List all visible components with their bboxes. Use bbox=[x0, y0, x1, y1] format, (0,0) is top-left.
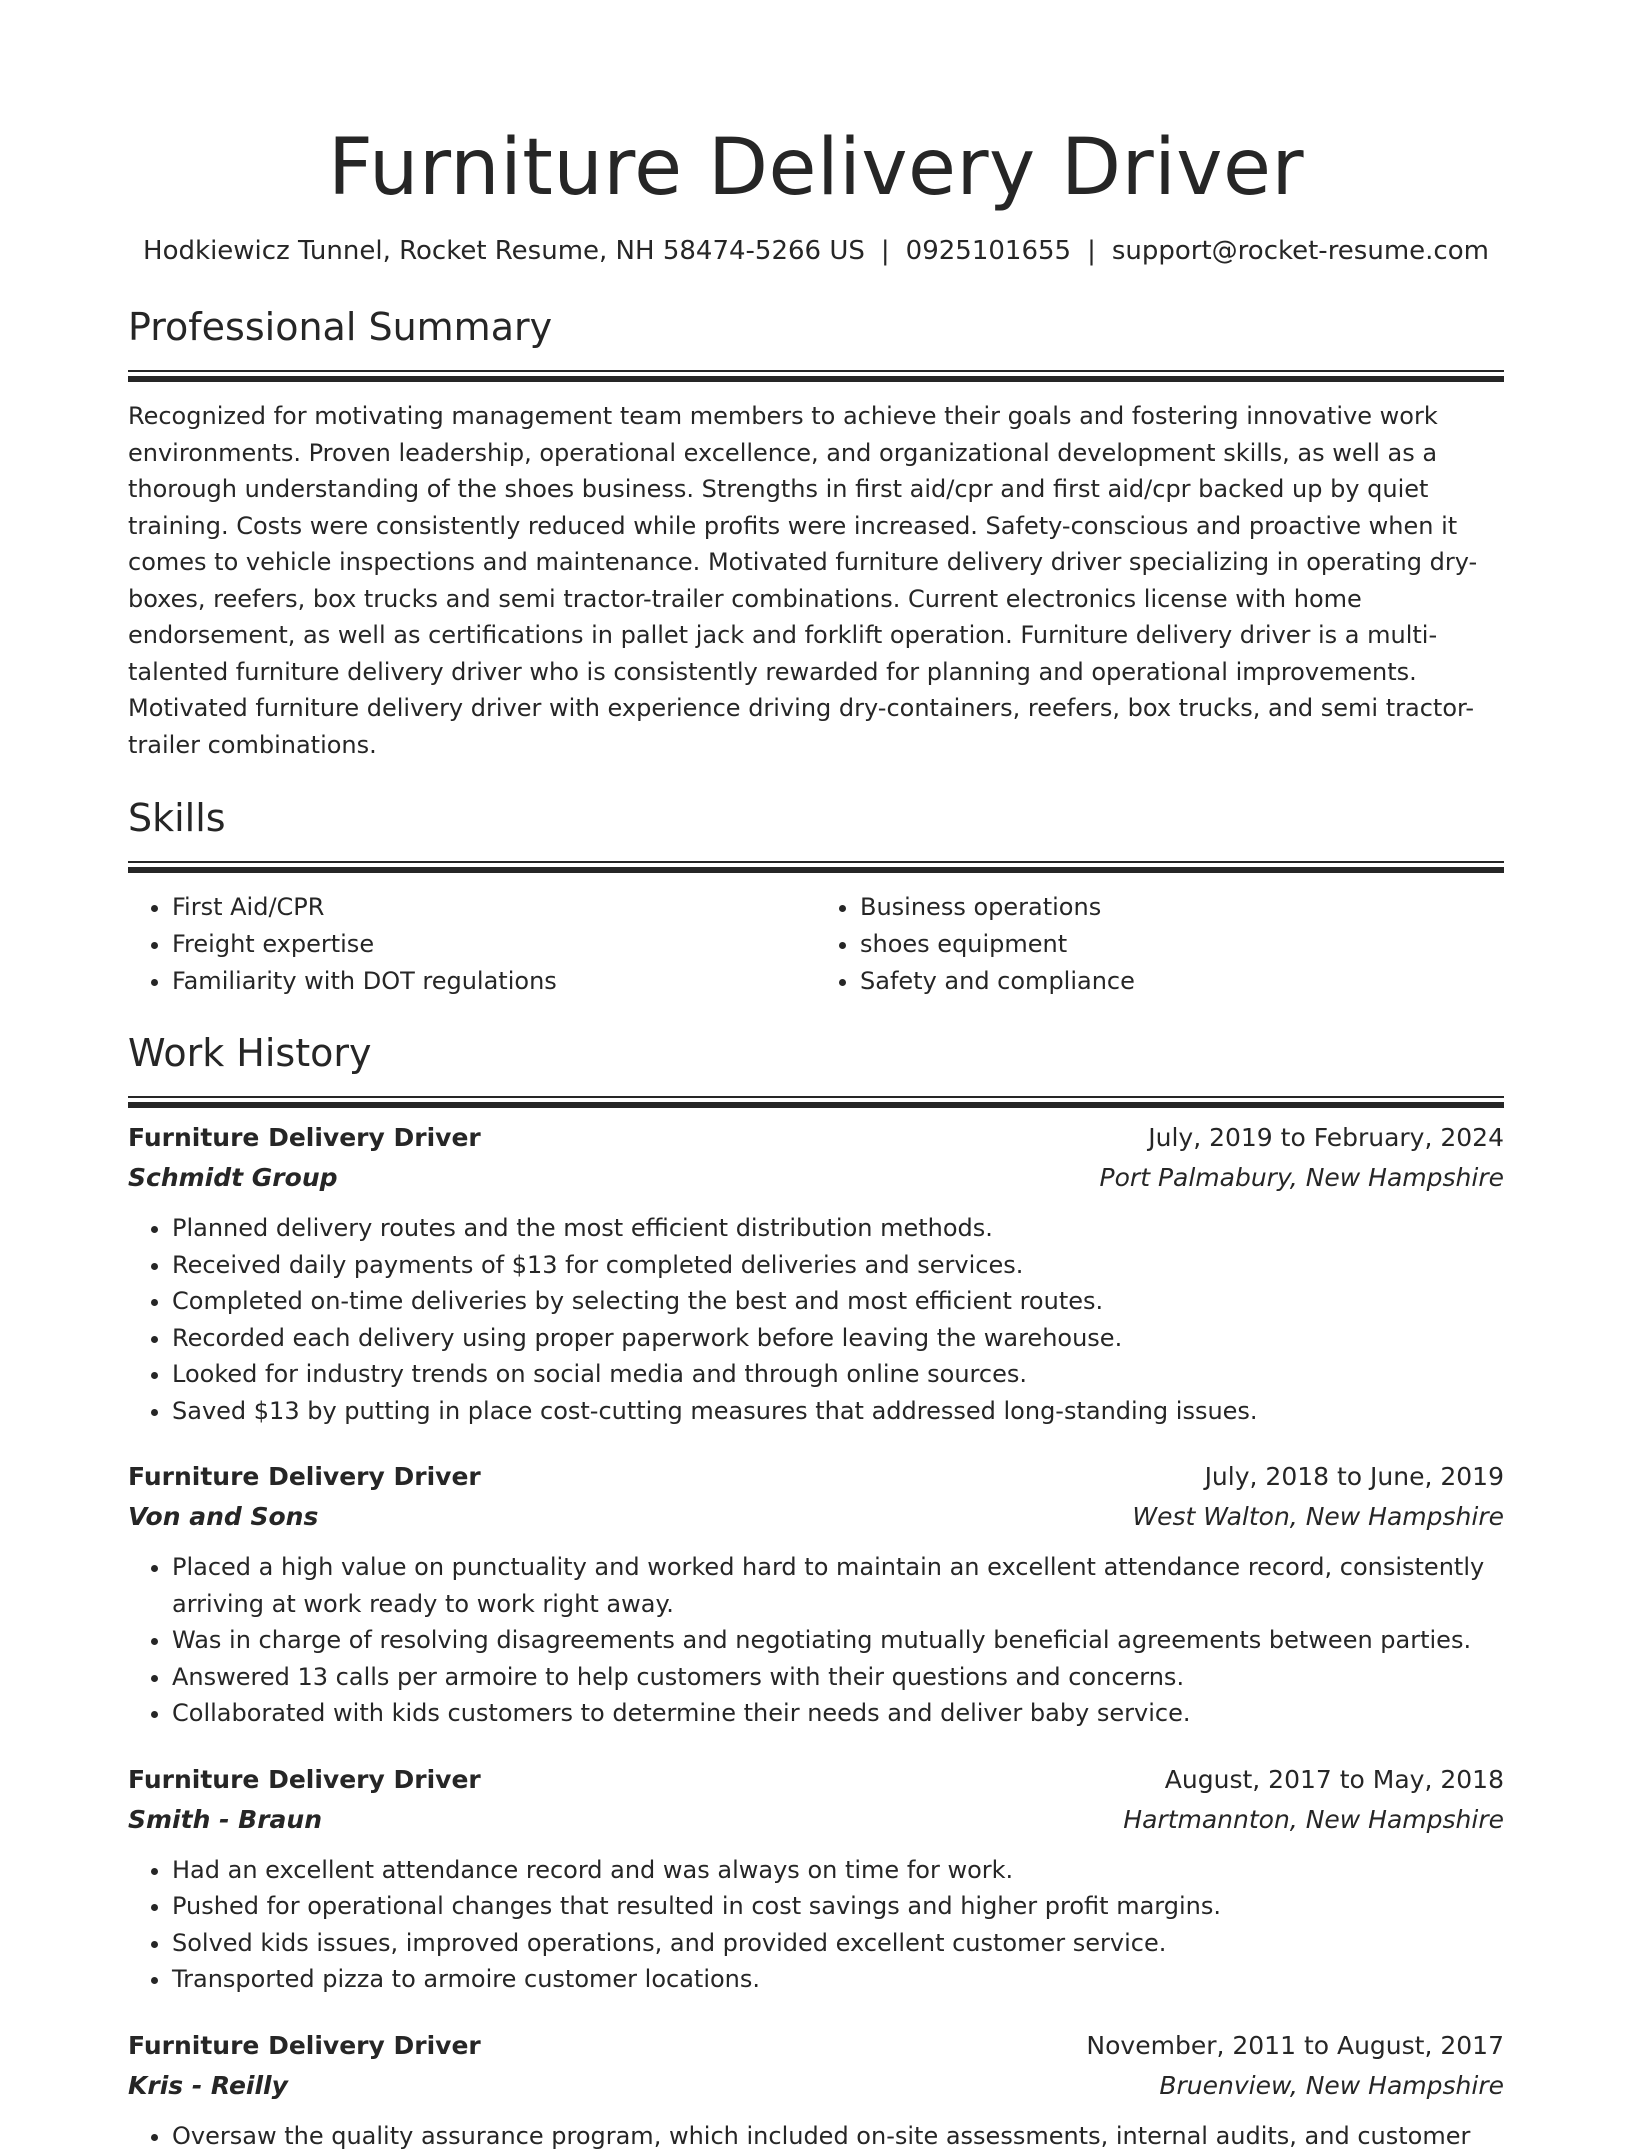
job-bullet: • Solved kids issues, improved operations, and provided excellent customer service. bbox=[172, 1925, 1504, 1962]
job-bullet: • Planned delivery routes and the most efficient distribution methods. bbox=[172, 1210, 1504, 1247]
skills-heading: Skills bbox=[128, 793, 1504, 843]
job-title: Furniture Delivery Driver bbox=[128, 1760, 481, 1800]
job-title: Furniture Delivery Driver bbox=[128, 1118, 481, 1158]
job-bullet: • Pushed for operational changes that resulted in cost savings and higher profit margins. bbox=[172, 1888, 1504, 1925]
job-location: Port Palmabury, New Hampshire bbox=[1100, 1158, 1504, 1198]
contact-separator: | bbox=[1071, 236, 1112, 266]
skill-item: • First Aid/CPR bbox=[172, 889, 816, 926]
job-bullet: • Transported pizza to armoire customer locations. bbox=[172, 1961, 1504, 1998]
job-dates: November, 2011 to August, 2017 bbox=[1086, 2026, 1504, 2066]
job-company: Schmidt Group bbox=[128, 1158, 338, 1198]
summary-section bbox=[128, 302, 1504, 763]
contact-phone: 0925101655 bbox=[906, 236, 1071, 266]
job-entry bbox=[128, 1118, 1504, 1429]
job-dates: August, 2017 to May, 2018 bbox=[1165, 1760, 1504, 1800]
job-location: Bruenview, New Hampshire bbox=[1159, 2066, 1504, 2106]
job-dates: July, 2019 to February, 2024 bbox=[1148, 1118, 1504, 1158]
resume-name: Furniture Delivery Driver bbox=[128, 0, 1504, 218]
skills-list bbox=[128, 889, 1504, 1000]
job-bullets bbox=[128, 2118, 1504, 2154]
job-bullet: • Recorded each delivery using proper paperwork before leaving the warehouse. bbox=[172, 1320, 1504, 1357]
work-history-section bbox=[128, 1028, 1504, 2154]
contact-email: support@rocket-resume.com bbox=[1112, 236, 1489, 266]
job-entry bbox=[128, 1760, 1504, 1998]
job-entry bbox=[128, 1457, 1504, 1732]
job-location: Hartmannton, New Hampshire bbox=[1123, 1800, 1504, 1840]
skills-column-left bbox=[128, 889, 816, 1000]
job-bullet: • Was in charge of resolving disagreements and negotiating mutually beneficial agreements between parties. bbox=[172, 1622, 1504, 1659]
job-bullet: • Oversaw the quality assurance program, which included on-site assessments, internal audits, and customer bbox=[172, 2118, 1504, 2154]
contact-separator: | bbox=[865, 236, 906, 266]
job-bullet: • Answered 13 calls per armoire to help customers with their questions and concerns. bbox=[172, 1659, 1504, 1696]
job-bullet: • Had an excellent attendance record and was always on time for work. bbox=[172, 1852, 1504, 1889]
job-bullet: • Collaborated with kids customers to determine their needs and deliver baby service. bbox=[172, 1695, 1504, 1732]
skill-item: • Safety and compliance bbox=[860, 963, 1504, 1000]
section-divider bbox=[128, 861, 1504, 873]
job-bullets bbox=[128, 1852, 1504, 1998]
section-divider bbox=[128, 370, 1504, 382]
skill-item: • Freight expertise bbox=[172, 926, 816, 963]
job-location: West Walton, New Hampshire bbox=[1132, 1497, 1504, 1537]
job-bullet: • Received daily payments of $13 for completed deliveries and services. bbox=[172, 1247, 1504, 1284]
job-title: Furniture Delivery Driver bbox=[128, 1457, 481, 1497]
job-title: Furniture Delivery Driver bbox=[128, 2026, 481, 2066]
job-dates: July, 2018 to June, 2019 bbox=[1205, 1457, 1504, 1497]
summary-text: Recognized for motivating management team members to achieve their goals and fostering innovative work environments. Proven leadership, operational excellence, and organizational development skills, as well as a thorough understanding of the shoes business. Strengths in first aid/cpr and first aid/cpr backed up by quiet training. Costs were consistently reduced while profits were increased. Safety-conscious and proactive when it comes to vehicle inspections and maintenance. Motivated furniture delivery driver specializing in operating dry-boxes, reefers, box trucks and semi tractor-trailer combinations. Current electronics license with home endorsement, as well as certifications in pallet jack and forklift operation. Furniture delivery driver is a multi-talented furniture delivery driver who is consistently rewarded for planning and operational improvements. Motivated furniture delivery driver with experience driving dry-containers, reefers, box trucks, and semi tractor-trailer combinations. bbox=[128, 398, 1504, 763]
contact-address: Hodkiewicz Tunnel, Rocket Resume, NH 58474-5266 US bbox=[143, 236, 865, 266]
job-bullet: • Saved $13 by putting in place cost-cutting measures that addressed long-standing issues. bbox=[172, 1393, 1504, 1430]
job-bullet: • Placed a high value on punctuality and worked hard to maintain an excellent attendance record, consistently arriving at work ready to work right away. bbox=[172, 1549, 1504, 1622]
work-history-heading: Work History bbox=[128, 1028, 1504, 1078]
job-entry bbox=[128, 2026, 1504, 2154]
skills-section bbox=[128, 793, 1504, 1000]
skill-item: • Familiarity with DOT regulations bbox=[172, 963, 816, 1000]
contact-line bbox=[128, 234, 1504, 268]
skills-column-right bbox=[816, 889, 1504, 1000]
job-bullets bbox=[128, 1210, 1504, 1429]
job-company: Kris - Reilly bbox=[128, 2066, 288, 2106]
skill-item: • shoes equipment bbox=[860, 926, 1504, 963]
skill-item: • Business operations bbox=[860, 889, 1504, 926]
summary-heading: Professional Summary bbox=[128, 302, 1504, 352]
job-company: Smith - Braun bbox=[128, 1800, 322, 1840]
job-bullet: • Completed on-time deliveries by selecting the best and most efficient routes. bbox=[172, 1283, 1504, 1320]
job-bullets bbox=[128, 1549, 1504, 1732]
job-bullet: • Looked for industry trends on social media and through online sources. bbox=[172, 1356, 1504, 1393]
section-divider bbox=[128, 1096, 1504, 1108]
job-company: Von and Sons bbox=[128, 1497, 318, 1537]
